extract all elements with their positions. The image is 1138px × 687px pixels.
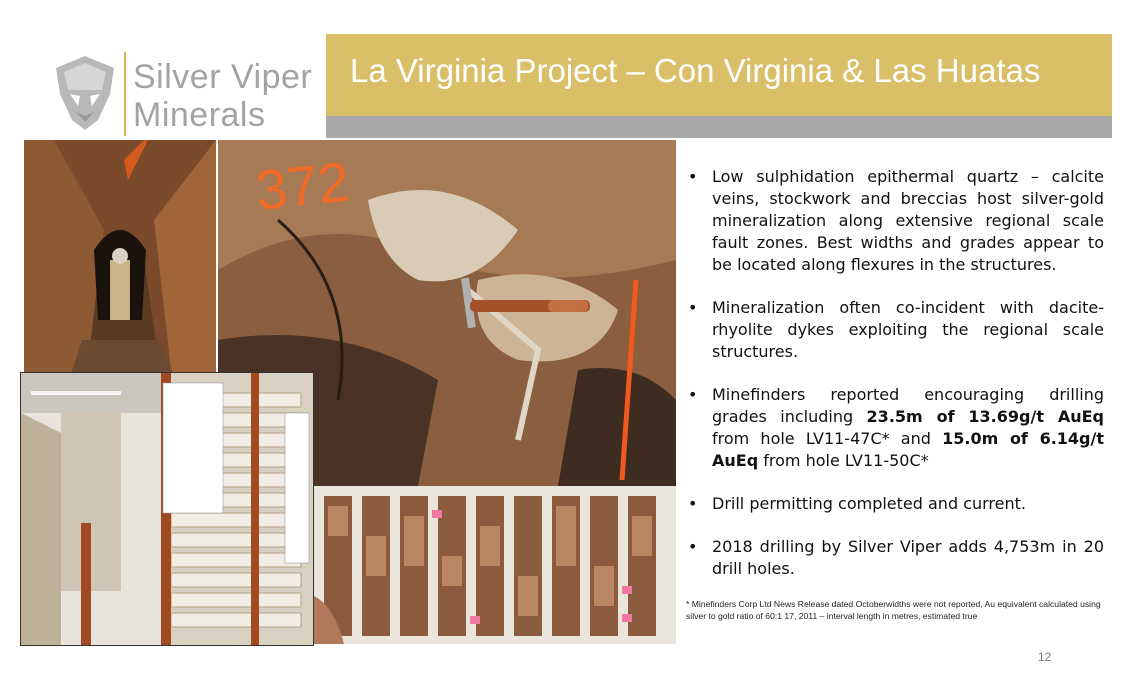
photo-collage (20, 138, 678, 646)
core-storage-photo (20, 372, 314, 646)
bullet-item (688, 384, 1104, 472)
bullet-bold-run: 15.0m of 6.14g/t AuEq (712, 429, 1104, 470)
bullet-item (688, 166, 1104, 276)
bullet-text-run: Drill permitting completed and current. (712, 494, 1026, 513)
footnote: * Minefinders Corp Ltd News Release dated Octoberwidths were not reported, Au equivalent calculated using silver to gold ratio of 60:1 17, 2011 – interval length in metres, estimated true (686, 599, 1101, 621)
slide-title: La Virginia Project – Con Virginia & Las Huatas (350, 52, 1041, 89)
company-name-line2: Minerals (133, 96, 266, 134)
bullet-text-run: Low sulphidation epithermal quartz – calcite veins, stockwork and breccias host silver-gold mineralization along extensive regional scale fault zones. Best widths and grades appear to be located along flexures in the structures. (712, 167, 1104, 274)
bullet-text-run: from hole LV11-47C* and (712, 429, 943, 448)
page-number: 12 (1038, 650, 1052, 664)
tunnel-photo (24, 140, 216, 396)
bullet-dot-icon: • (688, 298, 698, 317)
title-underbar (326, 116, 1112, 138)
bullet-text-run: Minefinders reported encouraging drilling grades including (712, 385, 1104, 426)
bullet-list (688, 166, 1104, 601)
title-bar (326, 34, 1112, 116)
company-name-line1: Silver Viper (133, 58, 313, 96)
bullet-dot-icon: • (688, 537, 698, 556)
bullet-item (688, 493, 1104, 515)
company-name (133, 58, 312, 134)
bullet-text-run: 2018 drilling by Silver Viper adds 4,753m in 20 drill holes. (712, 537, 1104, 578)
bullet-text (712, 167, 1104, 274)
bullet-dot-icon: • (688, 167, 698, 186)
bullet-dot-icon: • (688, 385, 698, 404)
bullet-text (712, 385, 1104, 470)
bullet-text (712, 494, 1026, 513)
bullet-dot-icon: • (688, 494, 698, 513)
bullet-item (688, 536, 1104, 580)
viper-head-icon (50, 50, 120, 138)
bullet-text-run: from hole LV11-50C* (758, 451, 929, 470)
bullet-text (712, 537, 1104, 578)
rock-marking: 372 (252, 149, 353, 222)
core-boxes-photo (314, 486, 676, 644)
bullet-item (688, 297, 1104, 363)
bullet-bold-run: 23.5m of 13.69g/t AuEq (866, 407, 1104, 426)
bullet-text-run: Mineralization often co-incident with dacite-rhyolite dykes exploiting the regional scale structures. (712, 298, 1104, 361)
bullet-text (712, 298, 1104, 361)
logo-divider (124, 52, 126, 136)
